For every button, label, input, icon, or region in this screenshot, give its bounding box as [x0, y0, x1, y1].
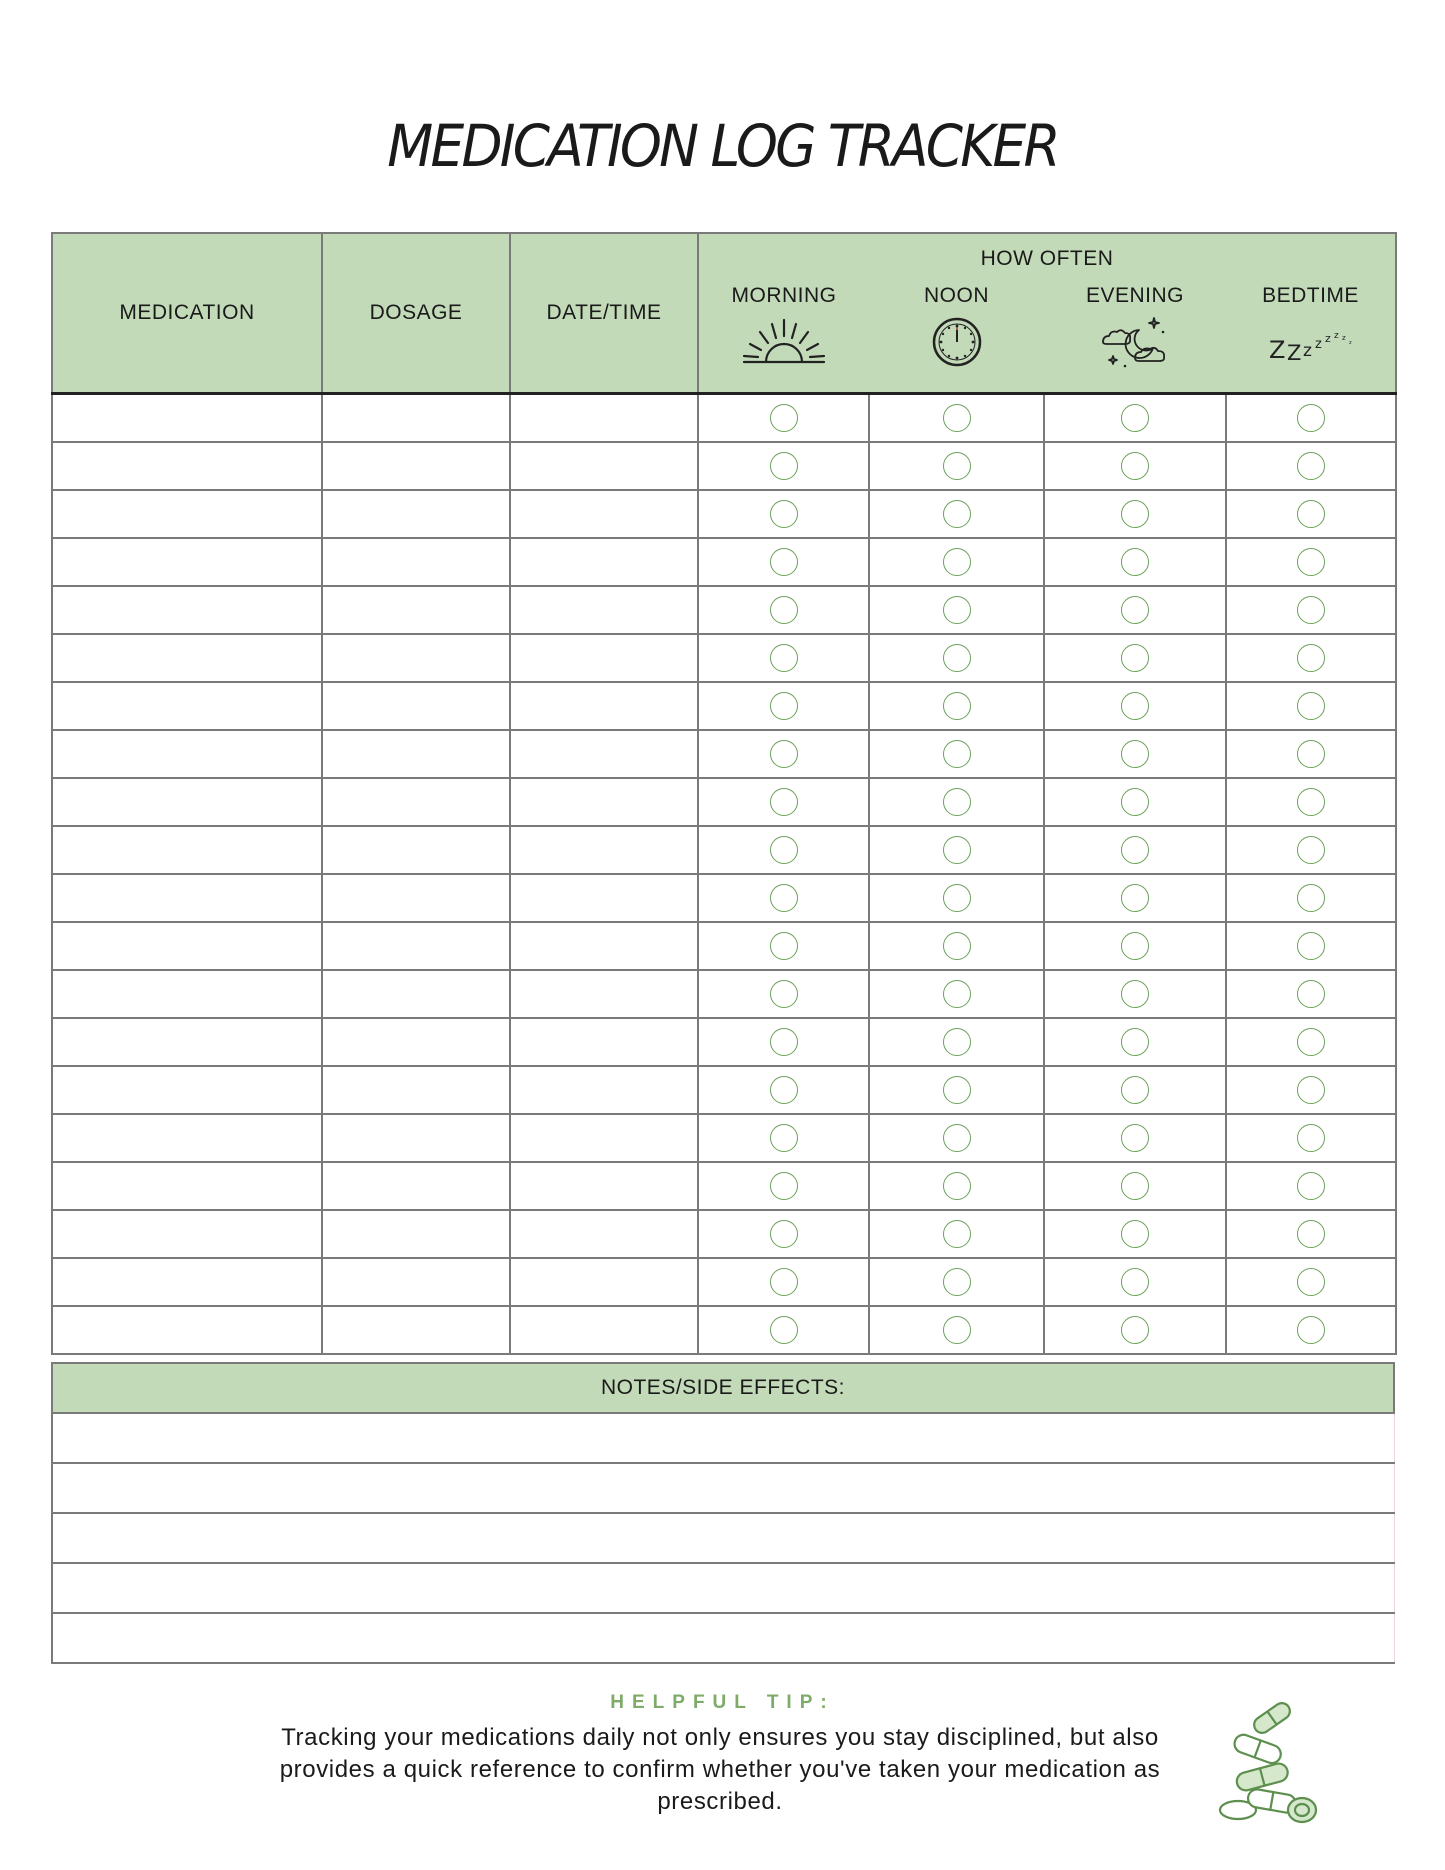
evening-checkbox[interactable] [1121, 788, 1149, 816]
table-row [52, 1114, 1396, 1162]
datetime-cell[interactable] [510, 1162, 698, 1210]
evening-checkbox[interactable] [1121, 884, 1149, 912]
dosage-cell[interactable] [322, 1114, 510, 1162]
noon-cell [869, 1306, 1044, 1354]
moon-cloud-icon [1099, 316, 1171, 370]
bedtime-label: BEDTIME [1262, 284, 1359, 307]
svg-text:z: z [1302, 341, 1312, 361]
column-header-datetime: DATE/TIME [510, 233, 698, 394]
evening-cell [1044, 730, 1226, 778]
dosage-cell[interactable] [322, 586, 510, 634]
datetime-cell[interactable] [510, 1210, 698, 1258]
bedtime-checkbox[interactable] [1297, 1268, 1325, 1296]
dosage-cell[interactable] [322, 922, 510, 970]
notes-heading: NOTES/SIDE EFFECTS: [52, 1363, 1394, 1413]
table-row [52, 922, 1396, 970]
datetime-cell[interactable] [510, 442, 698, 490]
datetime-cell[interactable] [510, 1114, 698, 1162]
morning-checkbox[interactable] [770, 1316, 798, 1344]
morning-cell [698, 778, 869, 826]
bedtime-cell [1226, 490, 1396, 538]
noon-checkbox[interactable] [943, 1124, 971, 1152]
svg-text:Z: Z [1268, 336, 1286, 364]
morning-cell [698, 1162, 869, 1210]
noon-cell [869, 922, 1044, 970]
datetime-cell[interactable] [510, 874, 698, 922]
datetime-cell[interactable] [510, 682, 698, 730]
sleep-zzz-icon [1265, 316, 1357, 366]
evening-cell [1044, 682, 1226, 730]
evening-checkbox[interactable] [1121, 1220, 1149, 1248]
noon-checkbox[interactable] [943, 596, 971, 624]
evening-cell [1044, 1258, 1226, 1306]
morning-cell [698, 634, 869, 682]
datetime-cell[interactable] [510, 1018, 698, 1066]
evening-checkbox[interactable] [1121, 1268, 1149, 1296]
table-row [52, 586, 1396, 634]
morning-cell [698, 730, 869, 778]
bedtime-cell [1226, 778, 1396, 826]
medication-cell[interactable] [52, 1018, 322, 1066]
noon-checkbox[interactable] [943, 452, 971, 480]
evening-checkbox[interactable] [1121, 740, 1149, 768]
noon-cell [869, 394, 1044, 443]
datetime-cell[interactable] [510, 922, 698, 970]
medication-cell[interactable] [52, 1162, 322, 1210]
morning-checkbox[interactable] [770, 500, 798, 528]
table-row [52, 1162, 1396, 1210]
morning-checkbox[interactable] [770, 932, 798, 960]
morning-checkbox[interactable] [770, 1076, 798, 1104]
table-row [52, 874, 1396, 922]
noon-checkbox[interactable] [943, 932, 971, 960]
medication-cell[interactable] [52, 1066, 322, 1114]
noon-cell [869, 826, 1044, 874]
bedtime-checkbox[interactable] [1297, 404, 1325, 432]
dosage-cell[interactable] [322, 1018, 510, 1066]
evening-cell [1044, 634, 1226, 682]
evening-checkbox[interactable] [1121, 644, 1149, 672]
datetime-cell[interactable] [510, 1066, 698, 1114]
bedtime-cell [1226, 586, 1396, 634]
bedtime-cell [1226, 1210, 1396, 1258]
medication-cell[interactable] [52, 826, 322, 874]
pills-icon [1210, 1700, 1330, 1830]
noon-checkbox[interactable] [943, 548, 971, 576]
bedtime-cell [1226, 826, 1396, 874]
bedtime-checkbox[interactable] [1297, 980, 1325, 1008]
morning-cell [698, 1210, 869, 1258]
evening-cell [1044, 778, 1226, 826]
evening-cell [1044, 1066, 1226, 1114]
noon-checkbox[interactable] [943, 1076, 971, 1104]
medication-cell[interactable] [52, 970, 322, 1018]
medication-cell[interactable] [52, 1258, 322, 1306]
medication-cell[interactable] [52, 1210, 322, 1258]
bedtime-cell [1226, 1162, 1396, 1210]
morning-cell [698, 490, 869, 538]
morning-checkbox[interactable] [770, 644, 798, 672]
noon-cell [869, 1258, 1044, 1306]
evening-cell [1044, 826, 1226, 874]
dosage-cell[interactable] [322, 442, 510, 490]
morning-checkbox[interactable] [770, 692, 798, 720]
bedtime-checkbox[interactable] [1297, 932, 1325, 960]
noon-cell [869, 442, 1044, 490]
bedtime-checkbox[interactable] [1297, 788, 1325, 816]
noon-checkbox[interactable] [943, 740, 971, 768]
evening-checkbox[interactable] [1121, 548, 1149, 576]
noon-cell [869, 490, 1044, 538]
morning-cell [698, 826, 869, 874]
dosage-cell[interactable] [322, 1306, 510, 1354]
table-row [52, 970, 1396, 1018]
noon-cell [869, 970, 1044, 1018]
table-row [52, 634, 1396, 682]
svg-text:z: z [1314, 337, 1322, 352]
morning-checkbox[interactable] [770, 548, 798, 576]
noon-checkbox[interactable] [943, 1268, 971, 1296]
dosage-cell[interactable] [322, 1162, 510, 1210]
evening-cell [1044, 874, 1226, 922]
datetime-cell[interactable] [510, 394, 698, 443]
medication-cell[interactable] [52, 682, 322, 730]
medication-cell[interactable] [52, 586, 322, 634]
table-row [52, 1066, 1396, 1114]
datetime-cell[interactable] [510, 970, 698, 1018]
morning-cell [698, 1114, 869, 1162]
morning-checkbox[interactable] [770, 1028, 798, 1056]
column-header-medication: MEDICATION [52, 233, 322, 394]
notes-line [52, 1513, 1394, 1563]
bedtime-checkbox[interactable] [1297, 692, 1325, 720]
datetime-cell[interactable] [510, 730, 698, 778]
noon-checkbox[interactable] [943, 500, 971, 528]
evening-checkbox[interactable] [1121, 1172, 1149, 1200]
medication-cell[interactable] [52, 634, 322, 682]
notes-input-line[interactable] [52, 1413, 1394, 1463]
morning-checkbox[interactable] [770, 404, 798, 432]
datetime-cell[interactable] [510, 1258, 698, 1306]
morning-cell [698, 682, 869, 730]
datetime-cell[interactable] [510, 826, 698, 874]
evening-cell [1044, 538, 1226, 586]
notes-input-line[interactable] [52, 1463, 1394, 1513]
evening-cell [1044, 1306, 1226, 1354]
table-row [52, 730, 1396, 778]
bedtime-checkbox[interactable] [1297, 884, 1325, 912]
bedtime-cell [1226, 1306, 1396, 1354]
bedtime-cell [1226, 1018, 1396, 1066]
bedtime-cell [1226, 442, 1396, 490]
noon-checkbox[interactable] [943, 788, 971, 816]
morning-cell [698, 394, 869, 443]
evening-checkbox[interactable] [1121, 932, 1149, 960]
evening-cell [1044, 442, 1226, 490]
evening-cell [1044, 490, 1226, 538]
noon-checkbox[interactable] [943, 884, 971, 912]
table-row [52, 682, 1396, 730]
morning-checkbox[interactable] [770, 740, 798, 768]
datetime-cell[interactable] [510, 586, 698, 634]
notes-line [52, 1413, 1394, 1463]
bedtime-checkbox[interactable] [1297, 1316, 1325, 1344]
evening-cell [1044, 1210, 1226, 1258]
dosage-cell[interactable] [322, 874, 510, 922]
noon-checkbox[interactable] [943, 1028, 971, 1056]
bedtime-cell [1226, 394, 1396, 443]
morning-checkbox[interactable] [770, 596, 798, 624]
bedtime-checkbox[interactable] [1297, 1220, 1325, 1248]
noon-checkbox[interactable] [943, 1220, 971, 1248]
dosage-cell[interactable] [322, 730, 510, 778]
dosage-cell[interactable] [322, 970, 510, 1018]
dosage-cell[interactable] [322, 1066, 510, 1114]
morning-cell [698, 1258, 869, 1306]
noon-cell [869, 730, 1044, 778]
evening-cell [1044, 586, 1226, 634]
datetime-cell[interactable] [510, 778, 698, 826]
noon-label: NOON [924, 284, 989, 307]
column-header-bedtime [1226, 278, 1396, 394]
medication-cell[interactable] [52, 394, 322, 443]
table-row [52, 1258, 1396, 1306]
notes-input-line[interactable] [52, 1563, 1394, 1613]
dosage-cell[interactable] [322, 1210, 510, 1258]
morning-checkbox[interactable] [770, 1124, 798, 1152]
bedtime-checkbox[interactable] [1297, 644, 1325, 672]
dosage-cell[interactable] [322, 538, 510, 586]
dosage-cell[interactable] [322, 394, 510, 443]
table-row [52, 538, 1396, 586]
evening-checkbox[interactable] [1121, 452, 1149, 480]
dosage-cell[interactable] [322, 778, 510, 826]
column-header-evening [1044, 278, 1226, 394]
evening-cell [1044, 1114, 1226, 1162]
bedtime-checkbox[interactable] [1297, 740, 1325, 768]
noon-checkbox[interactable] [943, 980, 971, 1008]
bedtime-checkbox[interactable] [1297, 596, 1325, 624]
morning-label: MORNING [731, 284, 837, 307]
table-row [52, 1018, 1396, 1066]
medication-cell[interactable] [52, 538, 322, 586]
notes-table [51, 1362, 1395, 1664]
evening-checkbox[interactable] [1121, 596, 1149, 624]
noon-checkbox[interactable] [943, 692, 971, 720]
medication-log-table [51, 232, 1397, 1355]
bedtime-cell [1226, 1114, 1396, 1162]
datetime-cell[interactable] [510, 490, 698, 538]
dosage-cell[interactable] [322, 682, 510, 730]
sunrise-icon [736, 316, 832, 368]
tip-text: Tracking your medications daily not only ensures you stay disciplined, but also provides a quick reference to confirm whether you've taken your medication as prescribed. [279, 1724, 1161, 1815]
bedtime-cell [1226, 970, 1396, 1018]
evening-checkbox[interactable] [1121, 500, 1149, 528]
notes-line [52, 1613, 1394, 1663]
evening-cell [1044, 1018, 1226, 1066]
morning-checkbox[interactable] [770, 884, 798, 912]
medication-cell[interactable] [52, 874, 322, 922]
table-row [52, 442, 1396, 490]
evening-label: EVENING [1085, 284, 1185, 307]
evening-checkbox[interactable] [1121, 836, 1149, 864]
bedtime-checkbox[interactable] [1297, 1172, 1325, 1200]
datetime-cell[interactable] [510, 538, 698, 586]
medication-cell[interactable] [52, 778, 322, 826]
morning-cell [698, 922, 869, 970]
evening-checkbox[interactable] [1121, 980, 1149, 1008]
datetime-cell[interactable] [510, 634, 698, 682]
svg-text:z: z [1348, 340, 1352, 346]
dosage-cell[interactable] [322, 826, 510, 874]
table-row [52, 490, 1396, 538]
page-title: MEDICATION LOG TRACKER [387, 112, 1058, 180]
notes-input-line[interactable] [52, 1613, 1394, 1663]
bedtime-cell [1226, 922, 1396, 970]
medication-cell[interactable] [52, 1306, 322, 1354]
noon-cell [869, 1162, 1044, 1210]
bedtime-cell [1226, 538, 1396, 586]
morning-checkbox[interactable] [770, 836, 798, 864]
svg-text:z: z [1341, 334, 1346, 342]
tip-heading: HELPFUL TIP: [610, 1692, 835, 1713]
morning-cell [698, 874, 869, 922]
bedtime-checkbox[interactable] [1297, 1076, 1325, 1104]
morning-checkbox[interactable] [770, 788, 798, 816]
column-group-how-often: HOW OFTEN [698, 233, 1396, 278]
bedtime-checkbox[interactable] [1297, 548, 1325, 576]
table-row [52, 1210, 1396, 1258]
evening-cell [1044, 1162, 1226, 1210]
bedtime-cell [1226, 682, 1396, 730]
table-row [52, 394, 1396, 443]
noon-checkbox[interactable] [943, 836, 971, 864]
medication-cell[interactable] [52, 490, 322, 538]
datetime-cell[interactable] [510, 1306, 698, 1354]
medication-cell[interactable] [52, 922, 322, 970]
morning-cell [698, 970, 869, 1018]
noon-cell [869, 682, 1044, 730]
bedtime-checkbox[interactable] [1297, 500, 1325, 528]
svg-text:z: z [1333, 331, 1339, 341]
bedtime-checkbox[interactable] [1297, 836, 1325, 864]
noon-cell [869, 1018, 1044, 1066]
noon-checkbox[interactable] [943, 404, 971, 432]
morning-cell [698, 442, 869, 490]
column-header-dosage: DOSAGE [322, 233, 510, 394]
noon-cell [869, 1066, 1044, 1114]
table-row [52, 826, 1396, 874]
morning-checkbox[interactable] [770, 452, 798, 480]
noon-cell [869, 538, 1044, 586]
bedtime-cell [1226, 1258, 1396, 1306]
noon-cell [869, 778, 1044, 826]
bedtime-checkbox[interactable] [1297, 1124, 1325, 1152]
morning-cell [698, 538, 869, 586]
notes-input-line[interactable] [52, 1513, 1394, 1563]
noon-checkbox[interactable] [943, 644, 971, 672]
bedtime-cell [1226, 874, 1396, 922]
medication-cell[interactable] [52, 1114, 322, 1162]
column-header-morning [698, 278, 869, 394]
evening-checkbox[interactable] [1121, 1316, 1149, 1344]
dosage-cell[interactable] [322, 634, 510, 682]
medication-cell[interactable] [52, 730, 322, 778]
notes-line [52, 1563, 1394, 1613]
dosage-cell[interactable] [322, 490, 510, 538]
morning-cell [698, 1306, 869, 1354]
bedtime-checkbox[interactable] [1297, 1028, 1325, 1056]
morning-checkbox[interactable] [770, 980, 798, 1008]
column-header-noon [869, 278, 1044, 394]
noon-cell [869, 1114, 1044, 1162]
table-row [52, 1306, 1396, 1354]
svg-text:Z: Z [1286, 341, 1302, 365]
svg-text:z: z [1324, 332, 1331, 345]
bedtime-checkbox[interactable] [1297, 452, 1325, 480]
notes-line [52, 1463, 1394, 1513]
noon-cell [869, 586, 1044, 634]
bedtime-cell [1226, 730, 1396, 778]
evening-checkbox[interactable] [1121, 1076, 1149, 1104]
evening-checkbox[interactable] [1121, 404, 1149, 432]
noon-cell [869, 634, 1044, 682]
morning-checkbox[interactable] [770, 1172, 798, 1200]
evening-checkbox[interactable] [1121, 1124, 1149, 1152]
noon-cell [869, 1210, 1044, 1258]
dosage-cell[interactable] [322, 1258, 510, 1306]
evening-checkbox[interactable] [1121, 1028, 1149, 1056]
morning-checkbox[interactable] [770, 1268, 798, 1296]
bedtime-cell [1226, 1066, 1396, 1114]
evening-cell [1044, 970, 1226, 1018]
noon-checkbox[interactable] [943, 1316, 971, 1344]
evening-cell [1044, 394, 1226, 443]
morning-cell [698, 1018, 869, 1066]
clock-icon [931, 316, 983, 368]
noon-checkbox[interactable] [943, 1172, 971, 1200]
morning-cell [698, 586, 869, 634]
medication-cell[interactable] [52, 442, 322, 490]
table-row [52, 778, 1396, 826]
evening-checkbox[interactable] [1121, 692, 1149, 720]
noon-cell [869, 874, 1044, 922]
bedtime-cell [1226, 634, 1396, 682]
morning-cell [698, 1066, 869, 1114]
evening-cell [1044, 922, 1226, 970]
morning-checkbox[interactable] [770, 1220, 798, 1248]
